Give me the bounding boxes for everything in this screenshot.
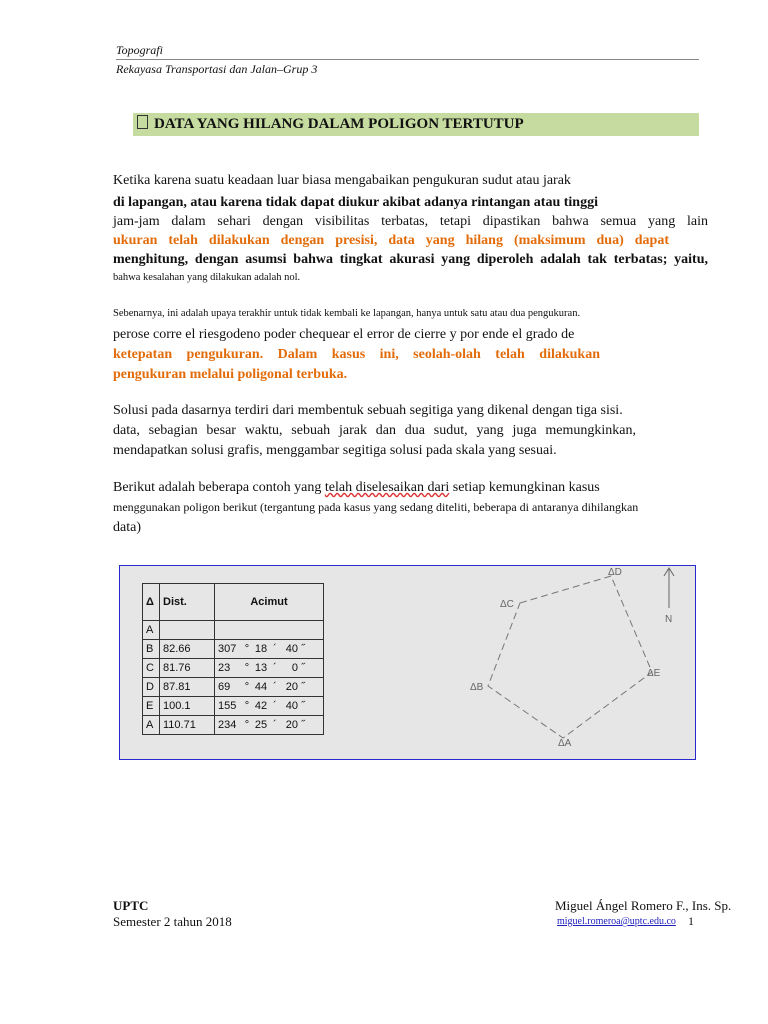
minute-symbol: ´ xyxy=(273,662,277,674)
azimuth-minutes: 25 xyxy=(254,719,268,731)
azimuth-seconds: 20 xyxy=(285,719,298,731)
polygon-drawing xyxy=(120,566,695,759)
cell-station: A xyxy=(143,716,160,735)
cell-station: D xyxy=(143,678,160,697)
azimuth-degrees: 234 xyxy=(218,719,237,731)
polygon-figure xyxy=(119,565,696,760)
azimuth-degrees: 69 xyxy=(218,681,231,693)
azimuth-seconds: 40 xyxy=(285,643,298,655)
header-distance: Dist. xyxy=(160,584,215,621)
paragraph-4-line-2: menggunakan poligon berikut (tergantung pada kasus yang sedang diteliti, beberapa di antaranya dihilangkan xyxy=(113,500,639,514)
paragraph-4-text-c: setiap kemungkinan kasus xyxy=(449,480,600,495)
second-symbol: ˝ xyxy=(301,662,305,674)
footer-institution: UPTC xyxy=(113,898,149,913)
paragraph-4-text-underlined: telah diselesaikan dari xyxy=(324,480,450,495)
vertex-label-e: ΔE xyxy=(647,668,661,679)
degree-symbol: ° xyxy=(244,719,250,731)
header-station: Δ xyxy=(143,584,160,621)
azimuth-seconds: 0 xyxy=(291,662,298,674)
header-course: Rekayasa Transportasi dan Jalan–Grup 3 xyxy=(116,62,318,76)
paragraph-3-line-3: mendapatkan solusi grafis, menggambar segitiga solusi pada skala yang sesuai. xyxy=(113,443,557,458)
azimuth-minutes: 18 xyxy=(254,643,268,655)
minute-symbol: ´ xyxy=(273,719,277,731)
section-title-text: DATA YANG HILANG DALAM POLIGON TERTUTUP xyxy=(154,116,524,132)
degree-symbol: ° xyxy=(244,681,250,693)
paragraph-4-line-3: data) xyxy=(113,520,141,535)
minute-symbol: ´ xyxy=(273,700,277,712)
section-title xyxy=(133,113,699,136)
vertex-label-b: ΔB xyxy=(470,682,484,693)
second-symbol: ˝ xyxy=(301,643,305,655)
cell-distance: 82.66 xyxy=(160,640,215,659)
paragraph-2-line-3: ketepatan pengukuran. Dalam kasus ini, seolah-olah telah dilakukan xyxy=(113,347,600,362)
footer-semester: Semester 2 tahun 2018 xyxy=(113,914,232,929)
cell-distance: 100.1 xyxy=(160,697,215,716)
paragraph-2-line-2: perose corre el riesgodeno poder chequear el error de cierre y por ende el grado de xyxy=(113,327,575,342)
paragraph-1-line-4: ukuran telah dilakukan dengan presisi, data yang hilang (maksimum dua) dapat xyxy=(113,233,669,248)
azimuth-degrees: 23 xyxy=(218,662,231,674)
cell-distance: 87.81 xyxy=(160,678,215,697)
cell-station: E xyxy=(143,697,160,716)
second-symbol: ˝ xyxy=(301,700,305,712)
header-azimuth: Acimut xyxy=(215,584,324,621)
paragraph-1-line-5: menghitung, dengan asumsi bahwa tingkat akurasi yang diperoleh adalah tak terbatas; yaitu, xyxy=(113,252,708,267)
bullet-box-icon xyxy=(137,115,148,129)
degree-symbol: ° xyxy=(244,662,250,674)
north-label: N xyxy=(665,614,673,625)
azimuth-seconds: 20 xyxy=(285,681,298,693)
paragraph-3-line-1: Solusi pada dasarnya terdiri dari membentuk sebuah segitiga yang dikenal dengan tiga sisi. xyxy=(113,403,623,418)
azimuth-minutes: 44 xyxy=(254,681,268,693)
paragraph-1-line-2: di lapangan, atau karena tidak dapat diukur akibat adanya rintangan atau tinggi xyxy=(113,195,598,210)
minute-symbol: ´ xyxy=(273,681,277,693)
degree-symbol: ° xyxy=(244,700,250,712)
paragraph-4-line-1 xyxy=(113,480,600,496)
azimuth-minutes: 13 xyxy=(254,662,268,674)
vertex-label-c: ΔC xyxy=(500,599,514,610)
minute-symbol: ´ xyxy=(273,643,277,655)
cell-distance: 110.71 xyxy=(160,716,215,735)
footer-author: Miguel Ángel Romero F., Ins. Sp. xyxy=(555,898,732,913)
page-number: 1 xyxy=(688,914,694,928)
azimuth-degrees: 155 xyxy=(218,700,237,712)
paragraph-1-line-6: bahwa kesalahan yang dilakukan adalah nol. xyxy=(113,272,301,283)
paragraph-1-line-3: jam-jam dalam sehari dengan visibilitas terbatas, tetapi dipastikan bahwa semua yang lain xyxy=(113,214,708,229)
footer-email-link[interactable]: miguel.romeroa@uptc.edu.co xyxy=(557,916,676,927)
second-symbol: ˝ xyxy=(301,719,305,731)
vertex-label-d: ΔD xyxy=(608,567,622,578)
paragraph-2-line-1: Sebenarnya, ini adalah upaya terakhir untuk tidak kembali ke lapangan, hanya untuk satu atau dua pengukuran. xyxy=(113,308,581,319)
paragraph-2-line-4: pengukuran melalui poligonal terbuka. xyxy=(113,367,348,382)
north-arrow-icon xyxy=(664,568,674,608)
cell-station: A xyxy=(143,621,160,640)
header-rule xyxy=(116,59,699,60)
cell-station: C xyxy=(143,659,160,678)
header-subject: Topografi xyxy=(116,43,163,57)
paragraph-4-text-a: Berikut adalah beberapa contoh yang xyxy=(113,480,325,495)
azimuth-minutes: 42 xyxy=(254,700,268,712)
azimuth-degrees: 307 xyxy=(218,643,237,655)
cell-station: B xyxy=(143,640,160,659)
vertex-label-a: ΔA xyxy=(558,738,572,749)
paragraph-1-line-1: Ketika karena suatu keadaan luar biasa mengabaikan pengukuran sudut atau jarak xyxy=(113,173,571,188)
second-symbol: ˝ xyxy=(301,681,305,693)
cell-distance: 81.76 xyxy=(160,659,215,678)
azimuth-seconds: 40 xyxy=(285,700,298,712)
degree-symbol: ° xyxy=(244,643,250,655)
paragraph-3-line-2: data, sebagian besar waktu, sebuah jarak dan dua sudut, yang juga memungkinkan, xyxy=(113,423,636,438)
